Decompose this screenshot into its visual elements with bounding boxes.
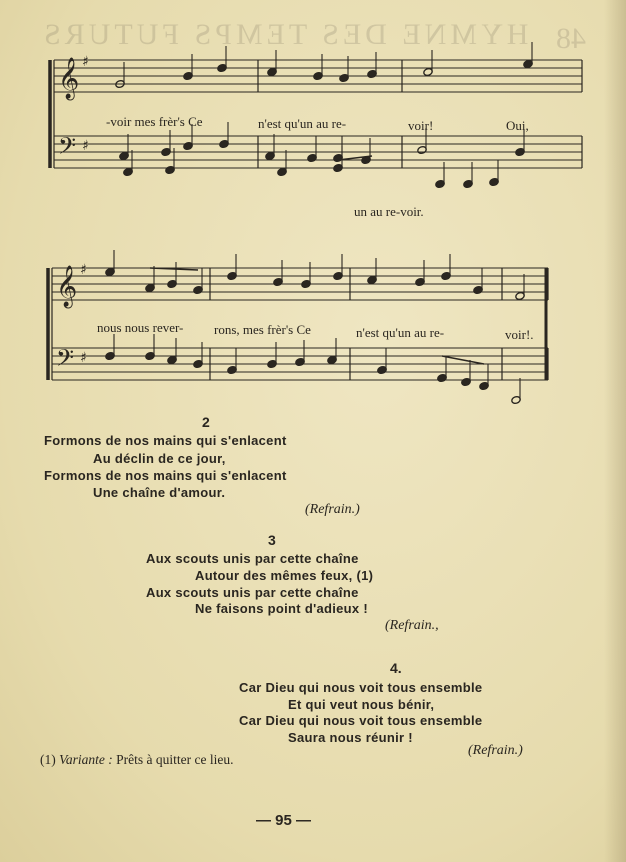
verse-4-line-4: Saura nous réunir !	[288, 730, 413, 745]
verse-3-line-1: Aux scouts unis par cette chaîne	[146, 551, 359, 566]
verse-2-line-2: Au déclin de ce jour,	[93, 451, 226, 466]
verse-2-line-4: Une chaîne d'amour.	[93, 485, 226, 500]
bleed-through-number: 48	[556, 22, 586, 55]
verse-4-line-3: Car Dieu qui nous voit tous ensemble	[239, 713, 483, 728]
lyric-s2-1: nous nous rever-	[97, 320, 184, 335]
verse-3-number: 3	[268, 532, 276, 548]
music-score	[0, 0, 626, 430]
system2-key-sharp: ♯	[80, 262, 87, 278]
verse-3-refrain: (Refrain.,	[385, 618, 439, 633]
verse-4-line-2: Et qui veut nous bénir,	[288, 697, 435, 712]
verse-3-line-3: Aux scouts unis par cette chaîne	[146, 585, 359, 600]
lyric-s1-3: voir!	[408, 118, 434, 133]
lyric-s2-4: voir!.	[505, 327, 534, 342]
footnote-text: Prêts à quitter ce lieu.	[116, 752, 234, 767]
system2-bass-clef: 𝄢	[56, 344, 75, 377]
lyric-s1-4: Oui,	[506, 118, 529, 133]
verse-2-line-1: Formons de nos mains qui s'enlacent	[44, 433, 287, 448]
verse-3-line-4: Ne faisons point d'adieux !	[195, 601, 368, 616]
verse-4-number: 4.	[390, 660, 402, 676]
lyric-s2-2: rons, mes frèr's Ce	[214, 322, 311, 337]
verse-4-refrain: (Refrain.)	[468, 743, 523, 758]
verse-2-refrain: (Refrain.)	[305, 502, 360, 517]
system2-key-sharp: ♯	[80, 350, 87, 366]
bleed-through-title: HYMNE DES TEMPS FUTURS	[40, 18, 529, 51]
system1-key-sharp: ♯	[82, 54, 89, 70]
footnote-label: Variante :	[59, 752, 113, 767]
footnote	[40, 752, 233, 768]
verse-3-line-2: Autour des mêmes feux, (1)	[195, 568, 374, 583]
page-number: — 95 —	[256, 812, 312, 829]
footnote-marker: (1)	[40, 752, 56, 767]
system2-beam	[442, 356, 484, 364]
verse-2-line-3: Formons de nos mains qui s'enlacent	[44, 468, 287, 483]
system1-bass-clef: 𝄢	[58, 132, 77, 165]
lyric-s1-1: -voir mes frèr's Ce	[106, 114, 203, 129]
verse-4-line-1: Car Dieu qui nous voit tous ensemble	[239, 680, 483, 695]
lyric-s2-3: n'est qu'un au re-	[356, 325, 445, 340]
lyric-s1-bass: un au re-voir.	[354, 204, 424, 219]
system1-treble-clef: 𝄞	[58, 58, 80, 99]
lyric-s1-2: n'est qu'un au re-	[258, 116, 347, 131]
verse-2-number: 2	[202, 414, 210, 430]
system2-treble-clef: 𝄞	[56, 266, 78, 307]
system1-key-sharp: ♯	[82, 138, 89, 154]
